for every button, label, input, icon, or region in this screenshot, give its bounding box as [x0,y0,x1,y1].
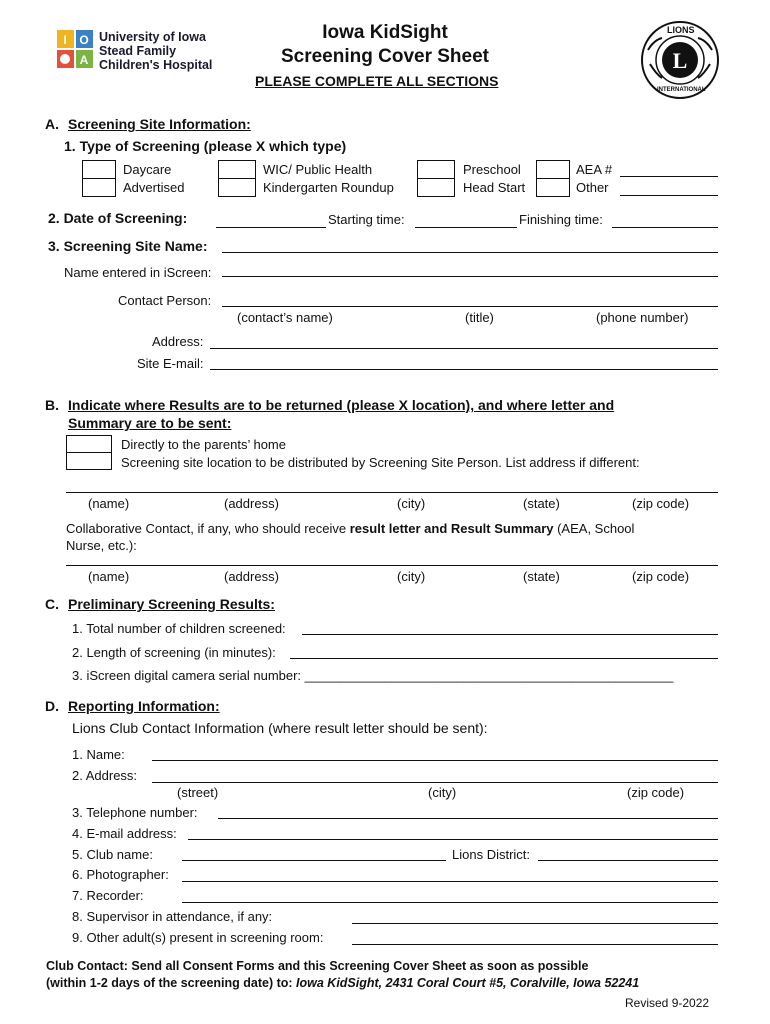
type-head-start-label: Head Start [463,180,526,195]
checkbox-daycare[interactable] [82,160,116,179]
lions-email-field[interactable] [188,839,718,840]
page-subtitle: Screening Cover Sheet [280,46,490,67]
section-c-letter: C. [45,596,59,612]
contact-name-caption: (contact’s name) [237,310,333,325]
section-d-heading: Reporting Information: [68,698,220,714]
children-screened-field[interactable] [302,634,718,635]
contact-person-field[interactable] [222,306,718,307]
type-wic-label: WIC/ Public Health [263,162,373,177]
checkbox-wic-public-health[interactable] [218,160,256,179]
return-address-field[interactable] [66,492,718,493]
lions-logo [640,20,720,103]
collaborative-contact-field[interactable] [66,565,718,566]
recorder-field[interactable] [182,902,718,903]
type-advertised-label: Advertised [123,180,185,195]
finishing-time-field[interactable] [612,227,718,228]
contact-phone-caption: (phone number) [596,310,689,325]
lions-district-label: Lions District: [452,847,531,862]
collab-address-caption: (address) [224,569,279,584]
lions-address-field[interactable] [152,782,718,783]
recorder-label: 7. Recorder: [72,888,144,903]
option-parents-home-label: Directly to the parents’ home [121,437,286,452]
return-zip-caption: (zip code) [632,496,690,511]
section-a-letter: A. [45,116,59,132]
collaborative-text-end: (AEA, School [553,521,635,536]
date-of-screening-label: 2. Date of Screening: [48,210,188,226]
instructions-banner: PLEASE COMPLETE ALL SECTIONS [255,73,499,89]
option-screening-site-label: Screening site location to be distributed by Screening Site Person. List address if different: [121,455,640,470]
return-address-caption: (address) [224,496,279,511]
hospital-logo-line: Children's Hospital [99,58,213,72]
lions-district-field[interactable] [538,860,718,861]
lions-street-caption: (street) [177,785,219,800]
hospital-logo [55,28,213,74]
contact-title-caption: (title) [465,310,494,325]
date-of-screening-field[interactable] [216,227,326,228]
type-other-label: Other [576,180,609,195]
lions-name-label: 1. Name: [72,747,125,762]
hospital-logo-icon [55,28,95,72]
other-adults-label: 9. Other adult(s) present in screening room: [72,930,324,945]
section-b-letter: B. [45,397,59,413]
address-label: Address: [152,334,204,349]
svg-text:I: I [63,33,67,47]
lions-logo-text: LIONS [667,25,695,35]
return-name-caption: (name) [88,496,130,511]
checkbox-head-start[interactable] [417,178,455,197]
type-preschool-label: Preschool [463,162,521,177]
return-city-caption: (city) [397,496,426,511]
lions-email-label: 4. E-mail address: [72,826,177,841]
footer-instructions: Club Contact: Send all Consent Forms and this Screening Cover Sheet as soon as possible [46,959,589,973]
return-state-caption: (state) [523,496,560,511]
type-daycare-label: Daycare [123,162,172,177]
finishing-time-label: Finishing time: [519,212,603,227]
section-b-heading: Indicate where Results are to be returned (please X location), and where letter and [68,397,615,413]
footer-mailing-address: Iowa KidSight, 2431 Coral Court #5, Coralville, Iowa 52241 [296,976,640,990]
svg-text:L: L [672,48,688,73]
lions-zip-caption: (zip code) [627,785,685,800]
address-field[interactable] [210,348,718,349]
starting-time-field[interactable] [415,227,517,228]
checkbox-aea[interactable] [536,160,570,179]
svg-text:A: A [79,53,89,67]
section-c-heading: Preliminary Screening Results: [68,596,275,612]
site-name-label: 3. Screening Site Name: [48,238,208,254]
revision-date: Revised 9-2022 [625,996,710,1010]
section-d-letter: D. [45,698,59,714]
iscreen-name-label: Name entered in iScreen: [64,265,212,280]
other-type-field[interactable] [620,195,718,196]
lions-phone-label: 3. Telephone number: [72,805,198,820]
section-b-heading-cont: Summary are to be sent: [68,415,232,431]
collaborative-text-bold: result letter and Result Summary [349,521,554,536]
screening-length-label: 2. Length of screening (in minutes): [72,645,276,660]
hospital-logo-line: Stead Family [99,44,177,58]
supervisor-field[interactable] [352,923,718,924]
site-name-field[interactable] [222,252,718,253]
collaborative-contact-label [66,521,634,536]
collaborative-text-start: Collaborative Contact, if any, who should receive [66,521,350,536]
checkbox-parents-home[interactable] [66,435,112,453]
lions-logo-subtext: INTERNATIONAL [657,87,706,93]
contact-person-label: Contact Person: [118,293,212,308]
footer-send-to: (within 1-2 days of the screening date) to: [46,976,297,990]
collab-zip-caption: (zip code) [632,569,690,584]
other-adults-field[interactable] [352,944,718,945]
collaborative-contact-label-cont: Nurse, etc.): [66,538,137,553]
lions-city-caption: (city) [428,785,457,800]
supervisor-label: 8. Supervisor in attendance, if any: [72,909,273,924]
checkbox-advertised[interactable] [82,178,116,197]
lions-club-contact-intro: Lions Club Contact Information (where result letter should be sent): [72,720,488,736]
iscreen-name-field[interactable] [222,276,718,277]
photographer-field[interactable] [182,881,718,882]
lions-phone-field[interactable] [218,818,718,819]
footer-instructions-cont [46,976,639,990]
checkbox-other[interactable] [536,178,570,197]
children-screened-label: 1. Total number of children screened: [72,621,286,636]
site-email-field[interactable] [210,369,718,370]
hospital-logo-line: University of Iowa [99,30,206,44]
svg-text:O: O [79,33,89,47]
section-a-heading: Screening Site Information: [68,116,251,132]
type-aea-label: AEA # [576,162,613,177]
photographer-label: 6. Photographer: [72,867,169,882]
screening-type-label: 1. Type of Screening (please X which type) [64,138,347,154]
screening-length-field[interactable] [290,658,718,659]
checkbox-kindergarten-roundup[interactable] [218,178,256,197]
checkbox-preschool[interactable] [417,160,455,179]
lions-name-field[interactable] [152,760,718,761]
club-name-label: 5. Club name: [72,847,153,862]
type-kindergarten-label: Kindergarten Roundup [263,180,394,195]
starting-time-label: Starting time: [328,212,405,227]
checkbox-screening-site[interactable] [66,452,112,470]
page-title: Iowa KidSight [322,22,448,43]
collab-name-caption: (name) [88,569,130,584]
aea-number-field[interactable] [620,176,718,177]
club-name-field[interactable] [182,860,446,861]
collab-state-caption: (state) [523,569,560,584]
camera-serial-label: 3. iScreen digital camera serial number: ___________________________________________________ [72,668,674,683]
lions-address-label: 2. Address: [72,768,138,783]
collab-city-caption: (city) [397,569,426,584]
site-email-label: Site E-mail: [137,356,204,371]
